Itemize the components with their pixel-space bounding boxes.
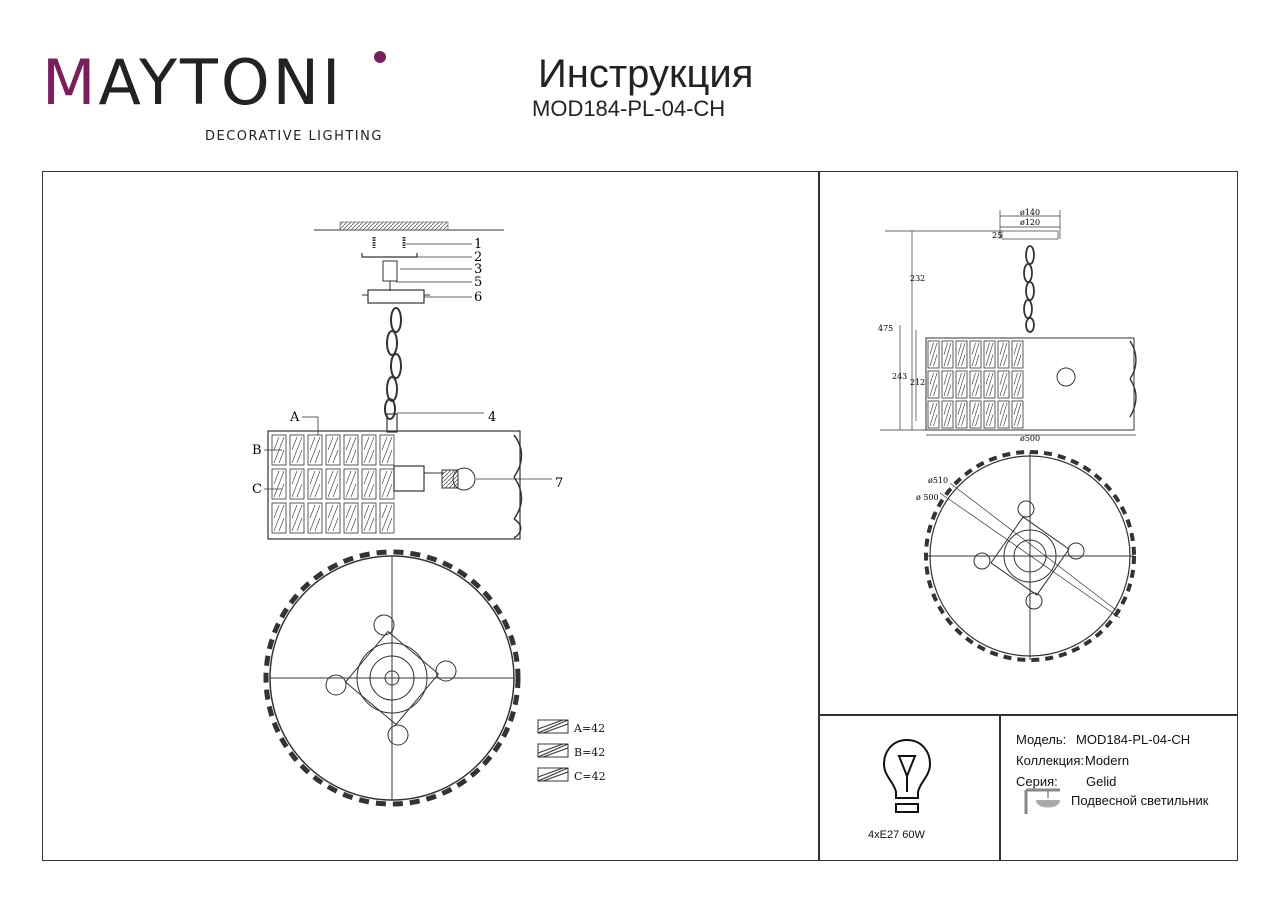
suspension-chain: [385, 308, 401, 419]
frame-divider-info: [999, 714, 1001, 861]
brand-wordmark: [42, 46, 344, 119]
crystal-facet: [346, 505, 356, 531]
crystal-facet: [310, 471, 320, 497]
frame-divider-horizontal: [818, 714, 1238, 716]
dim-d510: ø510: [928, 476, 949, 485]
crystal-facet: [382, 505, 392, 531]
pendant-icon: [1020, 784, 1064, 816]
crystal-facet: [1014, 373, 1021, 396]
crystal-facet: [328, 471, 338, 497]
page-title: Инструкция: [538, 52, 754, 96]
dim-d500: ø500: [1020, 434, 1041, 443]
crystal-facet: [972, 373, 979, 396]
crystal-facet: [346, 471, 356, 497]
bulb-icon: [880, 736, 934, 820]
brand-dot: [374, 51, 386, 63]
crystal-facet: [986, 373, 993, 396]
crystal-facet: [292, 471, 302, 497]
model-value: MOD184-PL-04-CH: [1076, 732, 1191, 747]
crystal-facet: [930, 343, 937, 366]
crystal-facet: [944, 403, 951, 426]
callout-4: 4: [488, 410, 497, 425]
callout-1: 1: [474, 237, 483, 252]
legend-b: B=42: [574, 746, 606, 759]
model-heading: MOD184-PL-04-CH: [532, 96, 726, 121]
crystal-facet: [292, 505, 302, 531]
dim-h212: 212: [910, 378, 926, 387]
callout-2: 2: [474, 250, 483, 265]
crystal-facet: [274, 471, 284, 497]
crystal-facet: [382, 437, 392, 463]
crystal-facet: [930, 403, 937, 426]
ceiling-surface: [340, 222, 448, 230]
part-letter-b: B: [252, 443, 262, 458]
crystal-facet: [958, 373, 965, 396]
crystal-facet: [944, 373, 951, 396]
crystal-facet: [328, 437, 338, 463]
callout-3: 3: [474, 262, 483, 277]
crystal-facet: [958, 343, 965, 366]
brand-letter-m: M: [42, 46, 99, 119]
crystal-facet: [1014, 343, 1021, 366]
dim-d140: ø140: [1020, 208, 1041, 217]
crystal-grid-small: [928, 341, 1023, 428]
series-value: Gelid: [1086, 774, 1117, 789]
crystal-facet: [1000, 403, 1007, 426]
dim-h475: 475: [878, 324, 894, 333]
crystal-facet: [292, 437, 302, 463]
lamp-spec: 4xE27 60W: [868, 829, 925, 841]
model-label: Модель:: [1016, 732, 1067, 747]
crystal-facet: [930, 373, 937, 396]
dim-d500-top: ø 500: [916, 493, 939, 502]
part-letter-c: C: [252, 482, 262, 497]
crystal-facet: [328, 505, 338, 531]
crystal-facet: [382, 471, 392, 497]
crystal-facet: [1000, 343, 1007, 366]
dim-d120: ø120: [1020, 218, 1041, 227]
crystal-facet: [310, 505, 320, 531]
crystal-facet: [1000, 373, 1007, 396]
callout-6: 6: [474, 290, 483, 305]
callout-7: 7: [555, 476, 564, 491]
crystal-facet: [364, 437, 374, 463]
crystal-facet: [274, 505, 284, 531]
dim-h232: 232: [910, 274, 926, 283]
brand-letters: AYTON: [98, 46, 323, 119]
fixture-top-view-small: [926, 452, 1134, 660]
crystal-facet: [944, 343, 951, 366]
crystal-facet: [958, 403, 965, 426]
crystal-facet: [310, 437, 320, 463]
fixture-top-view: [266, 552, 518, 804]
assembly-drawing: [44, 173, 816, 859]
part-letter-a: A: [290, 410, 300, 425]
legend-c: C=42: [574, 770, 606, 783]
crystal-facet: [986, 343, 993, 366]
crystal-facet: [972, 403, 979, 426]
legend-a: A=42: [574, 722, 606, 735]
crystal-facet: [364, 505, 374, 531]
crystal-facet: [986, 403, 993, 426]
crystal-facet: [1014, 403, 1021, 426]
crystal-facet: [346, 437, 356, 463]
collection-value: Modern: [1085, 753, 1130, 768]
dim-h25: 25: [992, 231, 1003, 240]
canopy: [368, 290, 424, 303]
collection-label: Коллекция:: [1016, 753, 1084, 768]
crystal-facet: [364, 471, 374, 497]
brand-letter-i: I: [322, 46, 344, 119]
dimension-drawing: [820, 173, 1236, 713]
brand-subtitle: DECORATIVE LIGHTING: [205, 129, 383, 144]
fixture-type: Подвесной светильник: [1071, 793, 1209, 808]
callout-5: 5: [474, 275, 483, 290]
crystal-grid: [272, 435, 394, 533]
crystal-legend-icons: [537, 718, 571, 784]
crystal-facet: [972, 343, 979, 366]
dim-h243: 243: [892, 372, 908, 381]
brand-logo: [42, 46, 392, 152]
series-label: Серия:: [1016, 774, 1058, 789]
